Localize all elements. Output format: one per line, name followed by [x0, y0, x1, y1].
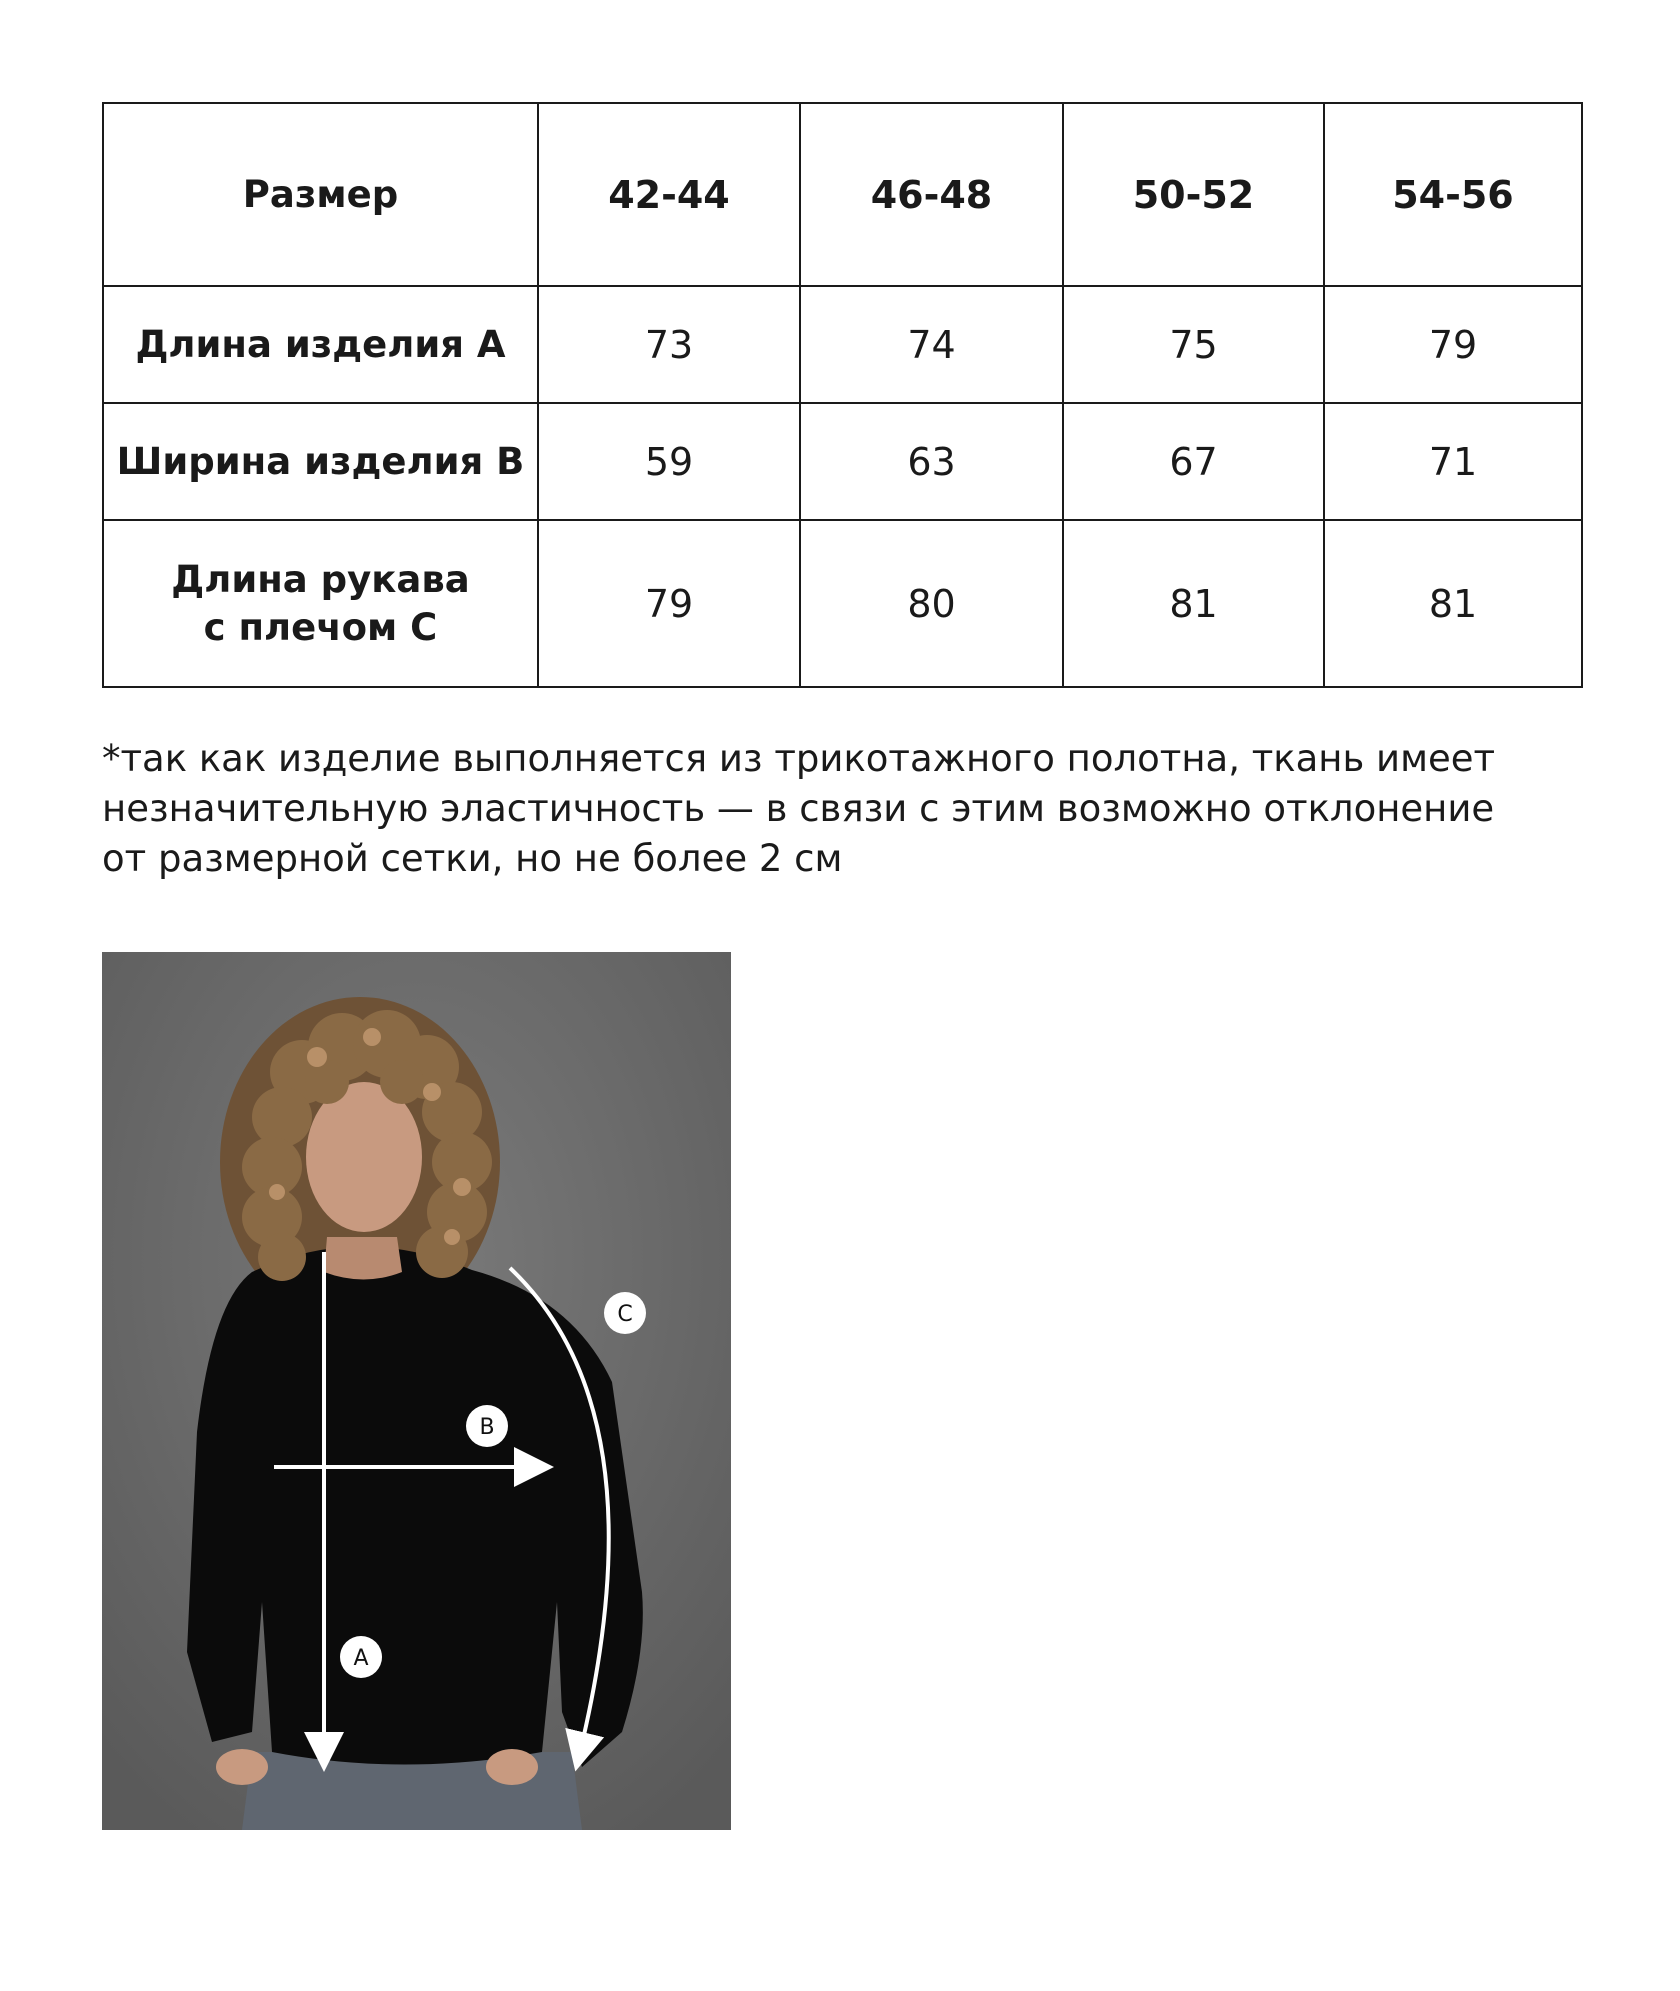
size-chart-table [102, 102, 1583, 688]
table-cell: 75 [1063, 286, 1324, 403]
right-hand [486, 1749, 538, 1785]
row-label-length [103, 286, 538, 403]
model-illustration [102, 952, 731, 1830]
row-label-sleeve [103, 520, 538, 687]
table-cell: 81 [1063, 520, 1324, 687]
table-cell: 63 [800, 403, 1063, 520]
row-label-text-line2: с плечом C [203, 605, 438, 649]
elasticity-note [102, 734, 1582, 884]
table-cell: 74 [800, 286, 1063, 403]
marker-a-label: A [353, 1646, 369, 1671]
neck [324, 1237, 402, 1280]
table-cell: 81 [1324, 520, 1582, 687]
note-line-2: незначительную эластичность — в связи с этим возможно отклонение [102, 787, 1495, 830]
marker-c-label: C [617, 1302, 633, 1327]
marker-a [340, 1636, 382, 1678]
table-cell: 79 [538, 520, 800, 687]
marker-c [604, 1292, 646, 1334]
table-row-width [103, 403, 1582, 520]
header-size-42-44: 42-44 [538, 103, 800, 286]
header-size-46-48: 46-48 [800, 103, 1063, 286]
left-hand [216, 1749, 268, 1785]
table-cell: 79 [1324, 286, 1582, 403]
note-line-3: от размерной сетки, но не более 2 см [102, 837, 843, 880]
table-header-row [103, 103, 1582, 286]
row-label-text-line1: Длина рукава [171, 557, 470, 601]
model-photo [102, 952, 731, 1830]
row-label-text: Ширина изделия B [116, 439, 525, 483]
table-cell: 71 [1324, 403, 1582, 520]
header-size-label: Размер [103, 103, 538, 286]
note-line-1: *так как изделие выполняется из трикотажного полотна, ткань имеет [102, 737, 1496, 780]
marker-b-label: B [479, 1415, 495, 1440]
table-row-sleeve [103, 520, 1582, 687]
table-cell: 80 [800, 520, 1063, 687]
face [306, 1082, 422, 1232]
table-cell: 67 [1063, 403, 1324, 520]
table-cell: 59 [538, 403, 800, 520]
table-row-length [103, 286, 1582, 403]
header-size-54-56: 54-56 [1324, 103, 1582, 286]
marker-b [466, 1405, 508, 1447]
row-label-width [103, 403, 538, 520]
header-size-50-52: 50-52 [1063, 103, 1324, 286]
row-label-text: Длина изделия A [135, 322, 506, 366]
table-cell: 73 [538, 286, 800, 403]
